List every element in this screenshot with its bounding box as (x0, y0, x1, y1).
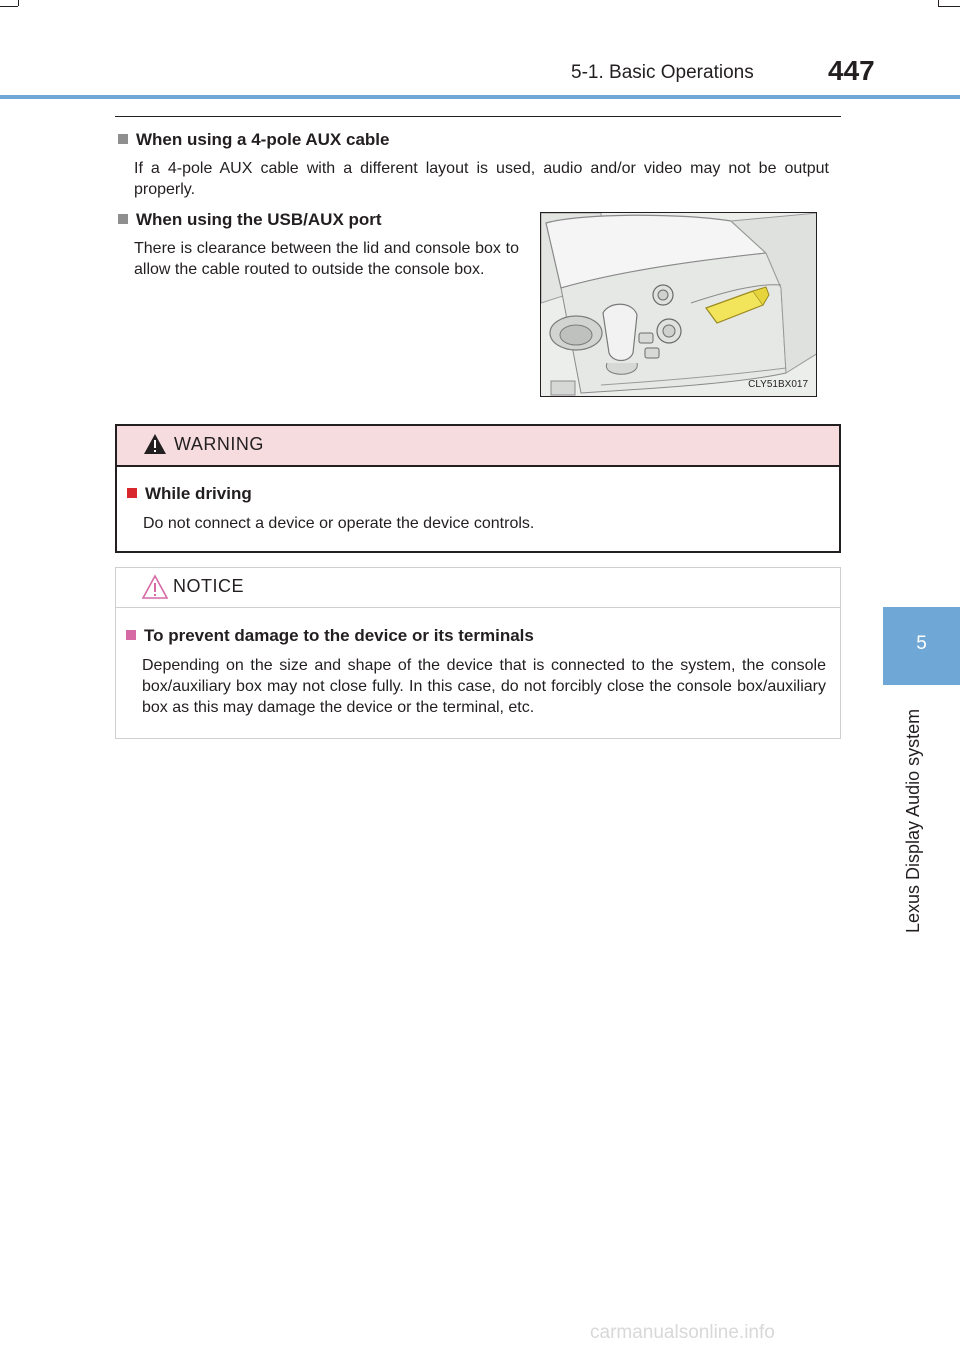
warning-subtitle-text: While driving (145, 484, 252, 503)
notice-heading: NOTICE (173, 576, 245, 596)
page-number: 447 (828, 55, 875, 86)
notice-box (115, 567, 841, 739)
notice-subtitle (126, 626, 534, 646)
section-heading-text: When using the USB/AUX port (136, 210, 382, 229)
header-section-title: 5-1. Basic Operations (571, 62, 754, 83)
warning-header (117, 426, 839, 467)
console-box-drawing (541, 213, 817, 397)
bullet-square-icon (118, 214, 128, 224)
warning-box (115, 424, 841, 553)
section-heading (118, 130, 389, 150)
notice-text: Depending on the size and shape of the device that is connected to the system, the console box/auxiliary box may not close fully. In this case, do not forcibly close the console box/auxiliary box as this may damage the device or the terminal, etc. (142, 657, 826, 716)
chapter-tab[interactable] (883, 607, 960, 685)
warning-heading: WARNING (174, 434, 264, 454)
chapter-title: Lexus Display Audio system (903, 708, 923, 933)
bullet-square-icon (126, 630, 136, 640)
notice-subtitle-text: To prevent damage to the device or its terminals (144, 626, 534, 645)
crop-mark (18, 0, 19, 6)
warning-text: Do not connect a device or operate the device controls. (143, 515, 535, 532)
chapter-number: 5 (916, 633, 927, 654)
bullet-square-icon (118, 134, 128, 144)
section-body: There is clearance between the lid and console box to allow the cable routed to outside the console box. (134, 240, 519, 278)
caution-triangle-icon (142, 574, 168, 600)
figure-code: CLY51BX017 (748, 379, 808, 390)
warning-triangle-icon (143, 432, 167, 456)
header-rule (0, 95, 960, 99)
section-body: If a 4-pole AUX cable with a different layout is used, audio and/or video may not be output properly. (134, 160, 829, 198)
section-heading (118, 210, 382, 230)
crop-mark (0, 6, 18, 7)
notice-header (116, 568, 840, 608)
section-heading-text: When using a 4-pole AUX cable (136, 130, 390, 149)
bullet-square-icon (127, 488, 137, 498)
watermark-link[interactable]: carmanualsonline.info (590, 1322, 775, 1343)
warning-subtitle (127, 484, 252, 504)
crop-mark (938, 6, 960, 7)
body-top-rule (115, 116, 841, 117)
console-illustration (540, 212, 817, 397)
